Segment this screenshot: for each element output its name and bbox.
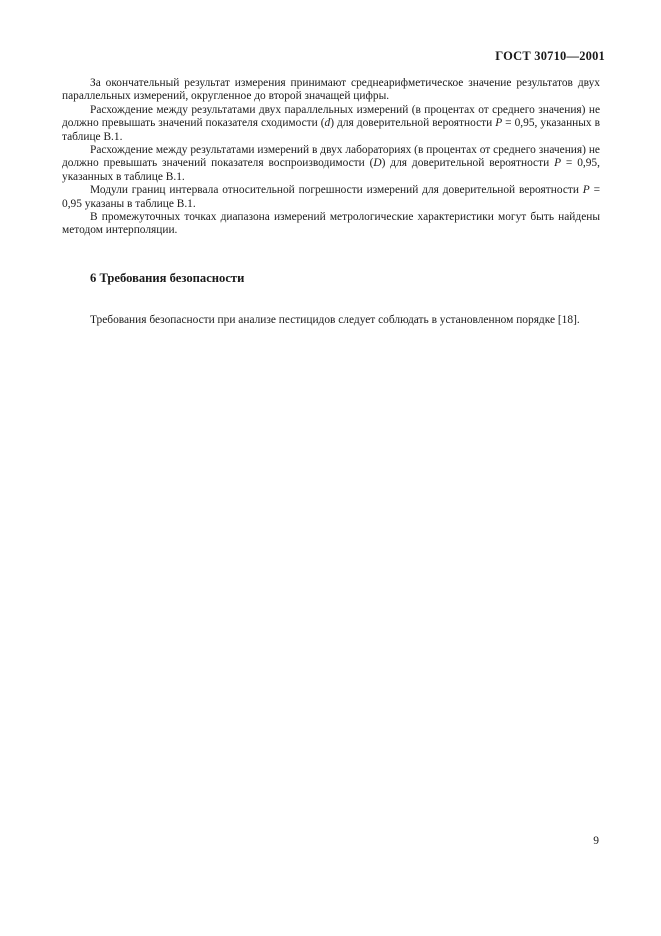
section-body: Требования безопасности при анализе пестицидов следует соблюдать в установленном порядке [18]. xyxy=(90,313,580,326)
document-code: ГОСТ 30710—2001 xyxy=(495,49,605,63)
page-number: 9 xyxy=(593,835,599,847)
paragraph-reproducibility: Расхождение между результатами измерений в двух лабораториях (в процентах от среднего значения) не должно превышать значений показателя воспроизводимости (D) для доверительной вероятности P = 0,95, указанных в таблице В.1. xyxy=(62,144,600,183)
paragraph-error-bounds: Модули границ интервала относительной погрешности измерений для доверительной вероятности P = 0,95 указаны в таблице В.1. xyxy=(62,184,600,210)
page-content xyxy=(62,77,600,327)
paragraph-repeatability: Расхождение между результатами двух параллельных измерений (в процентах от среднего значения) не должно превышать значений показателя сходимости (d) для доверительной вероятности P = 0,95, указанных в таблице В.1. xyxy=(62,103,600,143)
paragraph-final-result: За окончательный результат измерения принимают среднеарифметическое значение результатов двух параллельных измерений, округленное до второй значащей цифры. xyxy=(62,77,600,103)
paragraph-interpolation: В промежуточных точках диапазона измерений метрологические характеристики могут быть найдены методом интерполяции. xyxy=(62,211,600,237)
section-heading: 6 Требования безопасности xyxy=(90,270,245,285)
